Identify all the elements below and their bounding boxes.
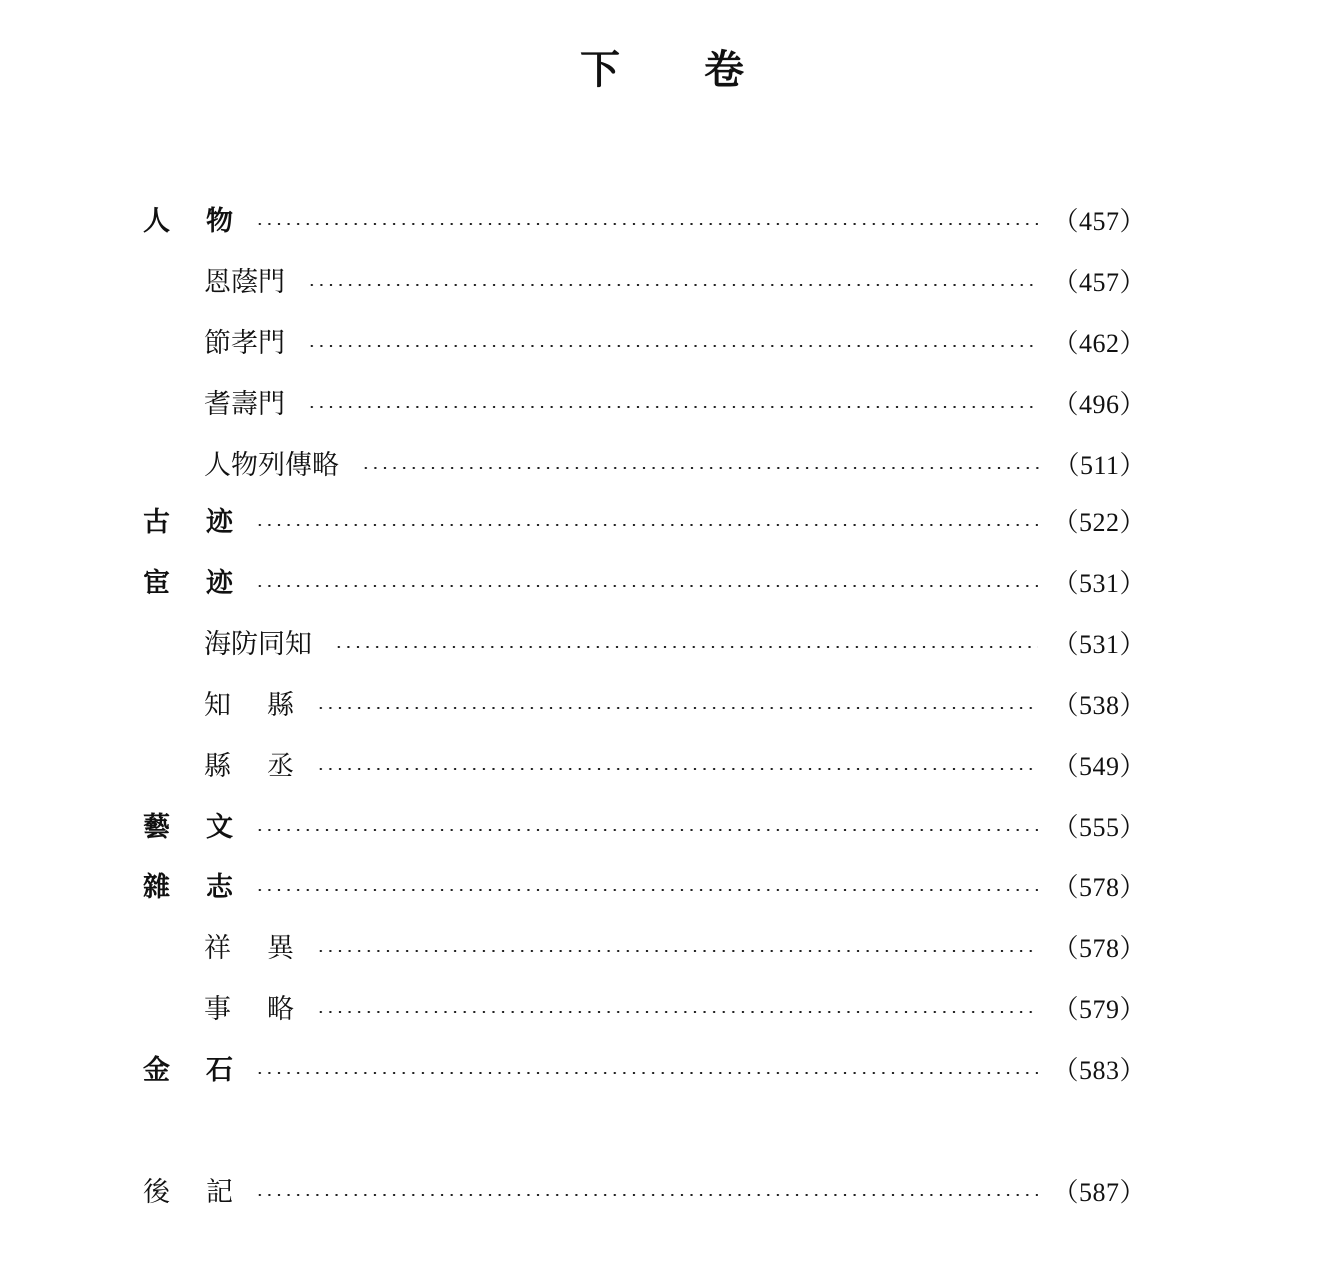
toc-page-number: （579） [1052, 995, 1146, 1024]
dot-leader [255, 1194, 1038, 1196]
dot-leader [316, 1011, 1038, 1013]
dot-leader [316, 768, 1038, 770]
toc-page-number: （578） [1052, 873, 1146, 902]
toc-entry-label: 人 物 [143, 206, 233, 237]
toc-page-number: （583） [1052, 1056, 1146, 1085]
toc-entry-label: 藝 文 [143, 812, 233, 843]
dot-leader [255, 585, 1038, 587]
dot-leader [316, 707, 1038, 709]
dot-leader [316, 950, 1038, 952]
toc-entry-label: 雜 志 [143, 872, 233, 903]
toc-page-number: （549） [1052, 752, 1146, 781]
dot-leader [334, 646, 1038, 648]
toc-entry-officials[interactable] [143, 566, 1146, 602]
toc-entry-label: 海防同知 [204, 629, 312, 660]
dot-leader [307, 284, 1038, 286]
dot-leader [255, 889, 1038, 891]
toc-subentry-events[interactable] [204, 992, 1146, 1028]
toc-entry-historic-sites[interactable] [143, 505, 1146, 541]
toc-subentry-enyin[interactable] [204, 265, 1146, 301]
toc-subentry-qishou[interactable] [204, 387, 1146, 423]
toc-entry-label: 事 略 [204, 994, 294, 1025]
toc-entry-label: 縣 丞 [204, 751, 294, 782]
toc-entry-label: 節孝門 [204, 328, 285, 359]
toc-subentry-magistrate[interactable] [204, 688, 1146, 724]
toc-subentry-biographies[interactable] [204, 448, 1146, 484]
toc-page-number: （496） [1052, 390, 1146, 419]
toc-subentry-jiexiao[interactable] [204, 326, 1146, 362]
toc-page-number: （578） [1052, 934, 1146, 963]
toc-entry-miscellany[interactable] [143, 870, 1146, 906]
toc-page-number: （457） [1052, 268, 1146, 297]
toc-page-number: （587） [1052, 1178, 1146, 1207]
toc-entry-label: 耆壽門 [204, 389, 285, 420]
toc-entry-label: 知 縣 [204, 690, 294, 721]
toc-entry-afterword[interactable] [143, 1175, 1146, 1211]
dot-leader [307, 345, 1038, 347]
title-char-1: 下 [580, 46, 620, 93]
toc-entry-label: 人物列傳略 [204, 450, 339, 481]
toc-page-number: （462） [1052, 329, 1146, 358]
toc-entry-label: 恩蔭門 [204, 267, 285, 298]
dot-leader [255, 524, 1038, 526]
dot-leader [255, 223, 1038, 225]
toc-entry-label: 後 記 [143, 1177, 233, 1208]
toc-page-number: （457） [1052, 207, 1146, 236]
toc-subentry-coastal-defense[interactable] [204, 627, 1146, 663]
toc-page-number: （531） [1052, 630, 1146, 659]
toc-entry-label: 祥 異 [204, 933, 294, 964]
dot-leader [255, 1072, 1038, 1074]
toc-page-number: （555） [1052, 813, 1146, 842]
toc-subentry-county-assistant[interactable] [204, 749, 1146, 785]
title-char-2: 卷 [704, 46, 744, 93]
toc-entry-literature[interactable] [143, 810, 1146, 846]
toc-entry-label: 古 迹 [143, 507, 233, 538]
toc-entry-label: 宦 迹 [143, 568, 233, 599]
toc-entry-epigraphy[interactable] [143, 1053, 1146, 1089]
toc-subentry-omens[interactable] [204, 931, 1146, 967]
dot-leader [361, 467, 1039, 469]
dot-leader [255, 829, 1038, 831]
toc-page-number: （538） [1052, 691, 1146, 720]
toc-page-number: （522） [1052, 508, 1146, 537]
toc-page-number: （531） [1052, 569, 1146, 598]
toc-entry-label: 金 石 [143, 1055, 233, 1086]
dot-leader [307, 406, 1038, 408]
toc-entry-people[interactable] [143, 204, 1146, 240]
toc-page-number: （511） [1053, 451, 1146, 480]
